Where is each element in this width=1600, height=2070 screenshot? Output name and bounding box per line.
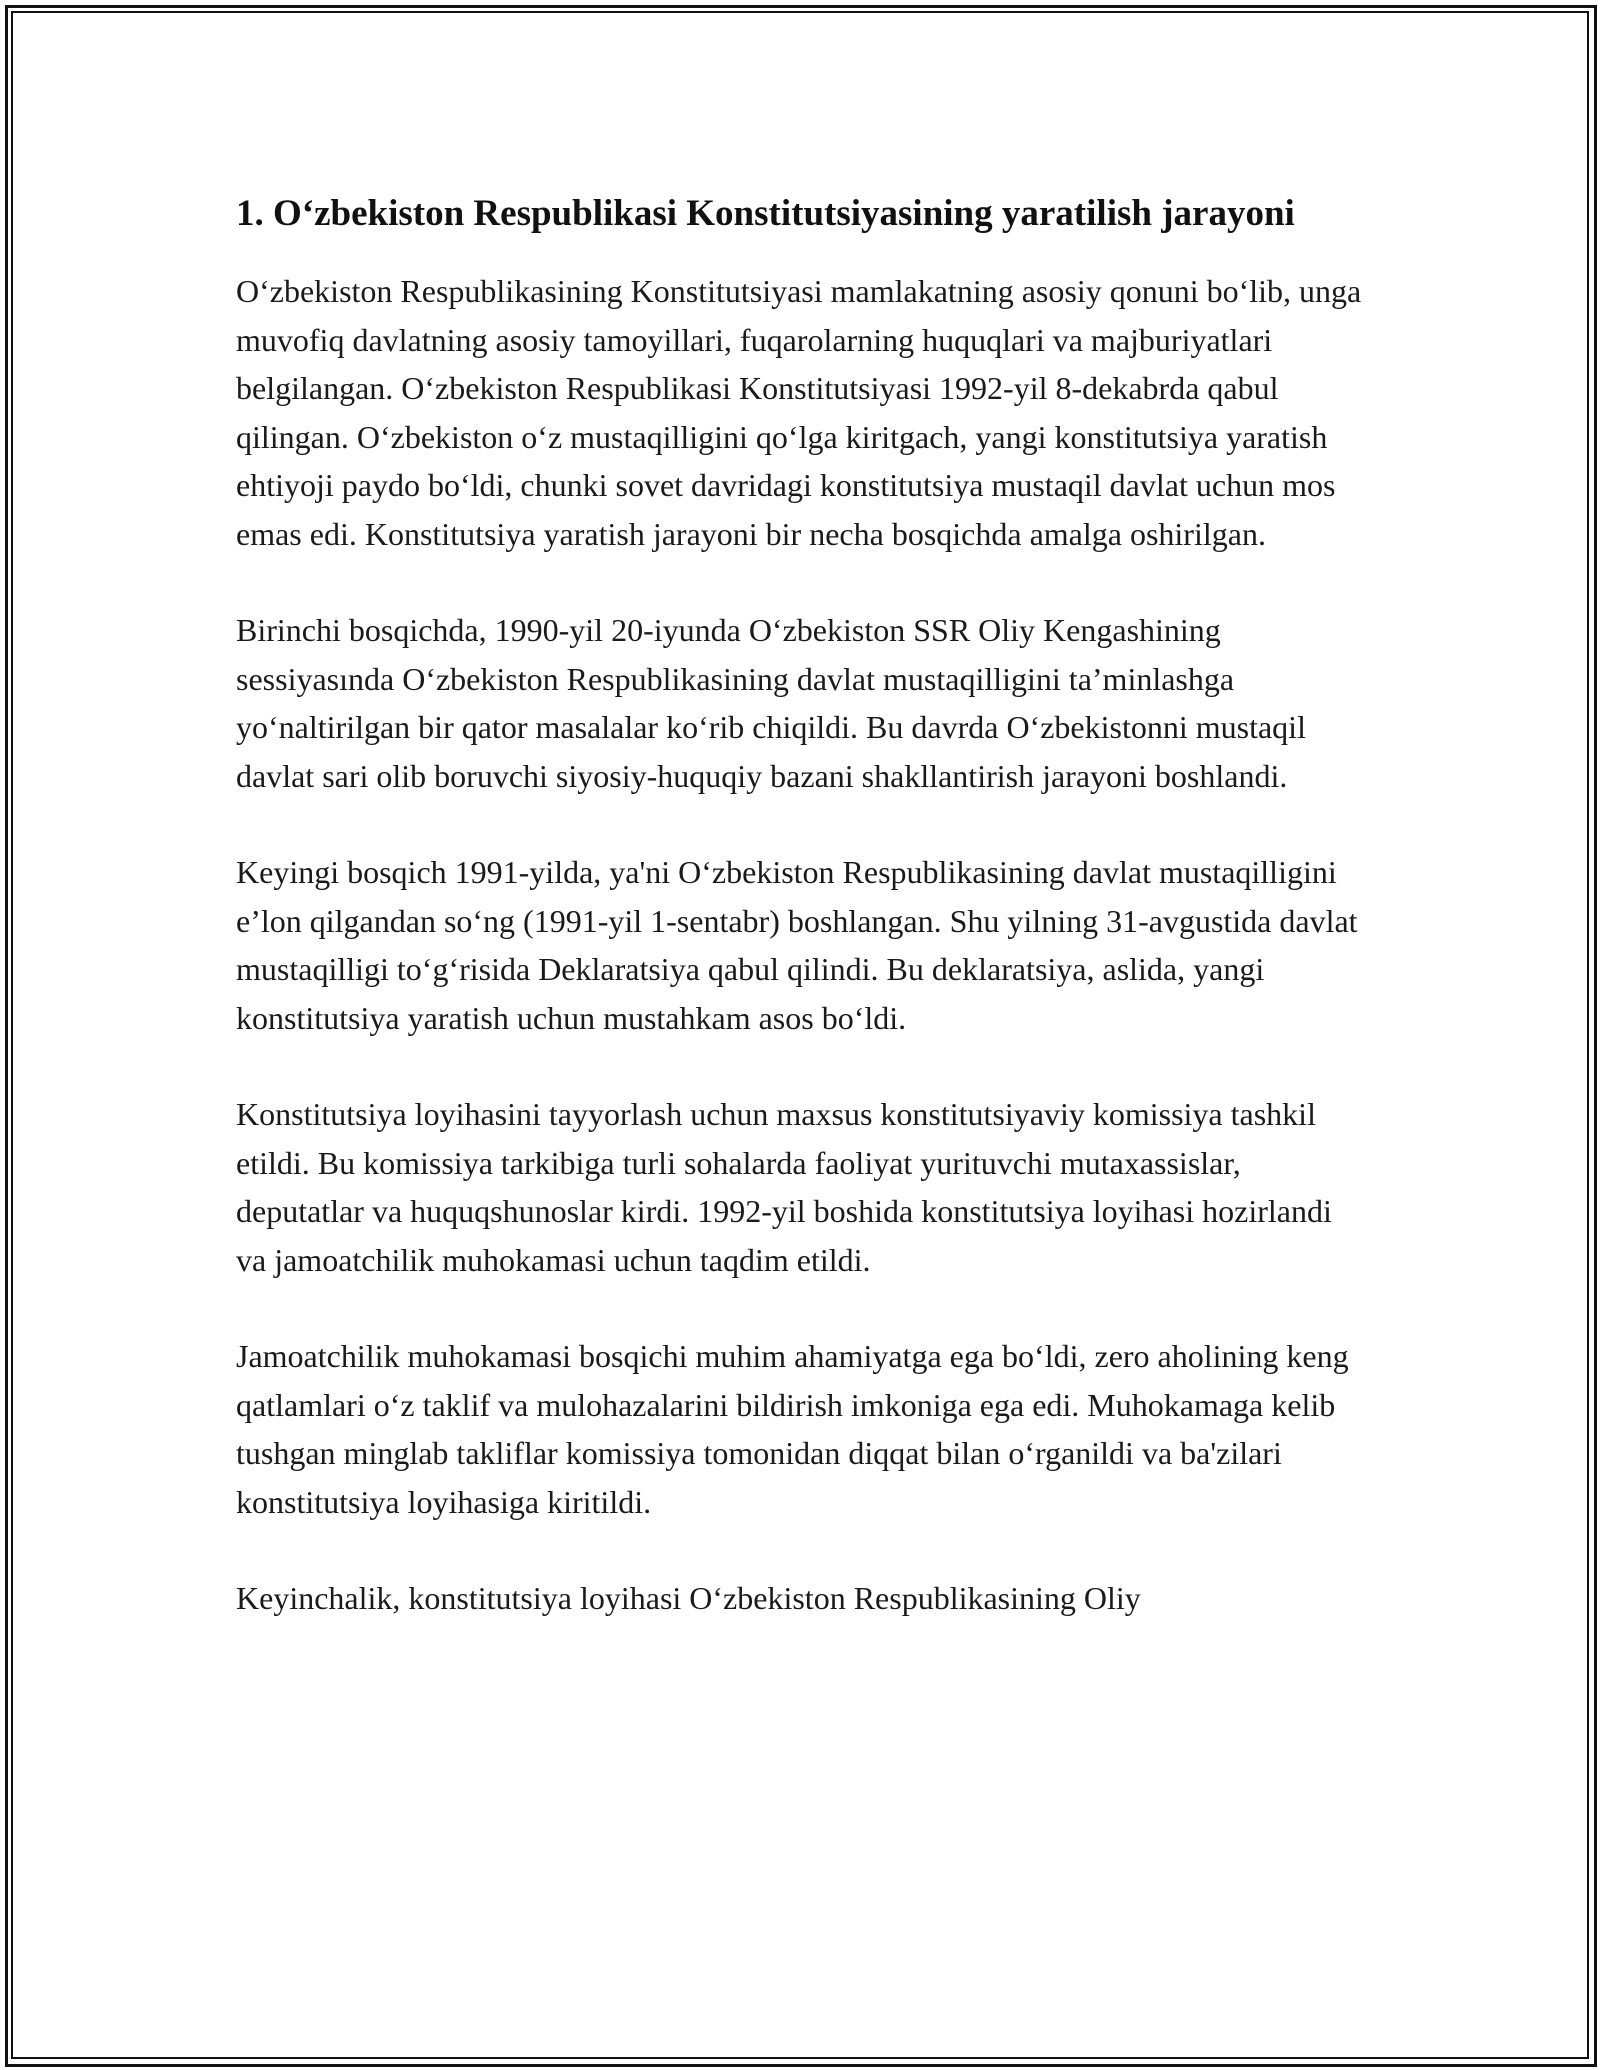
section-heading: 1. O‘zbekiston Respublikasi Konstitutsiyasining yaratilish jarayoni — [236, 193, 1295, 234]
paragraph-first-stage: Birinchi bosqichda, 1990-yil 20-iyunda O‘zbekiston SSR Oliy Kengashining sessiyasında O‘zbekiston Respublikasining davlat mustaqilligini ta’minlashga yo‘naltirilgan bir qator masalalar ko‘rib chiqildi. Bu davrda O‘zbekistonni mustaqil davlat sari olib boruvchi siyosiy-huquqiy bazani shakllantirish jarayoni boshlandi. — [236, 612, 1306, 794]
paragraph-public-discussion: Jamoatchilik muhokamasi bosqichi muhim ahamiyatga ega bo‘ldi, zero aholining keng qatlamlari o‘z taklif va mulohazalarini bildirish imkoniga ega edi. Muhokamaga kelib tushgan minglab takliflar komissiya tomonidan diqqat bilan o‘rganildi va ba'zilari konstitutsiya loyihasiga kiritildi. — [236, 1338, 1349, 1520]
paragraph-intro: O‘zbekiston Respublikasining Konstitutsiyasi mamlakatning asosiy qonuni bo‘lib, unga muvofiq davlatning asosiy tamoyillari, fuqarolarning huquqlari va majburiyatlari belgilangan. O‘zbekiston Respublikasi Konstitutsiyasi 1992-yil 8-dekabrda qabul qilingan. O‘zbekiston o‘z mustaqilligini qo‘lga kiritgach, yangi konstitutsiya yaratish ehtiyoji paydo bo‘ldi, chunki sovet davridagi konstitutsiya mustaqil davlat uchun mos emas edi. Konstitutsiya yaratish jarayoni bir necha bosqichda amalga oshirilgan. — [236, 273, 1362, 552]
document-page — [236, 186, 1366, 1671]
paragraph-next-stage: Keyingi bosqich 1991-yilda, ya'ni O‘zbekiston Respublikasining davlat mustaqilligini e’lon qilgandan so‘ng (1991-yil 1-sentabr) boshlangan. Shu yilning 31-avgustida davlat mustaqilligi to‘g‘risida Deklaratsiya qabul qilindi. Bu deklaratsiya, aslida, yangi konstitutsiya yaratish uchun mustahkam asos bo‘ldi. — [236, 854, 1358, 1036]
paragraph-commission: Konstitutsiya loyihasini tayyorlash uchun maxsus konstitutsiyaviy komissiya tashkil etildi. Bu komissiya tarkibiga turli sohalarda faoliyat yurituvchi mutaxassislar, deputatlar va huquqshunoslar kirdi. 1992-yil boshida konstitutsiya loyihasi hozirlandi va jamoatchilik muhokamasi uchun taqdim etildi. — [236, 1096, 1332, 1278]
paragraph-afterwards: Keyinchalik, konstitutsiya loyihasi O‘zbekiston Respublikasining Oliy — [236, 1580, 1141, 1616]
